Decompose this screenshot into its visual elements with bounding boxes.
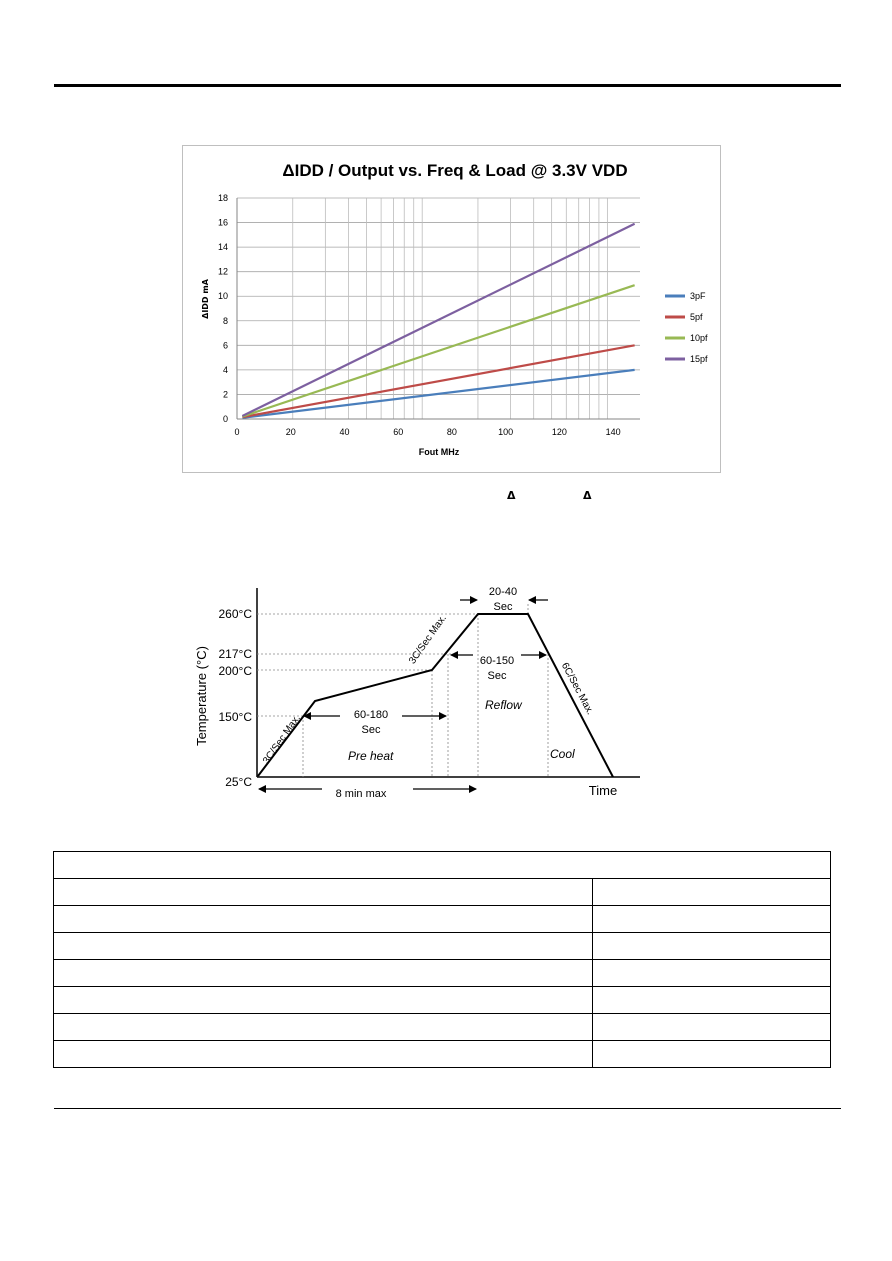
- cool-rate-label: 6C/Sec Max.: [558, 660, 596, 717]
- preheat-duration-unit: Sec: [361, 724, 381, 736]
- x-axis-label: Fout MHz: [418, 447, 460, 457]
- temp-150: 150°C: [218, 710, 252, 724]
- bottom-rule: [54, 1108, 841, 1109]
- table-cell: [593, 933, 831, 960]
- reflow-duration-unit: Sec: [487, 670, 507, 682]
- zone-preheat: Pre heat: [348, 749, 394, 763]
- y-tick-label: 6: [222, 340, 228, 351]
- table-row: [54, 960, 831, 987]
- x-tick-label: 140: [605, 427, 621, 437]
- reflow-y-label: Temperature (°C): [194, 646, 209, 746]
- table-cell: [54, 879, 593, 906]
- y-tick-label: 10: [217, 291, 228, 302]
- x-tick-label: 60: [393, 427, 404, 437]
- preheat-duration: 60-180: [353, 709, 389, 721]
- table-cell: [593, 1014, 831, 1041]
- table-row: [54, 879, 831, 906]
- chart-title: ΔIDD / Output vs. Freq & Load @ 3.3V VDD: [282, 161, 628, 180]
- table-row: [54, 987, 831, 1014]
- legend-label: 3pF: [690, 291, 706, 301]
- table-header-row: [54, 852, 831, 879]
- table-row: [54, 1014, 831, 1041]
- temp-217: 217°C: [218, 647, 252, 661]
- y-tick-label: 8: [222, 315, 228, 326]
- y-tick-label: 18: [217, 193, 228, 203]
- table-cell: [593, 960, 831, 987]
- y-tick-label: 0: [222, 414, 228, 424]
- peak-duration-unit: Sec: [493, 601, 513, 613]
- reflow-duration: 60-150: [479, 655, 515, 667]
- table-cell: [54, 906, 593, 933]
- total-time: 8 min max: [335, 788, 387, 800]
- table-cell: [54, 852, 831, 879]
- caption-delta-1: Δ: [507, 489, 516, 502]
- table-cell: [593, 879, 831, 906]
- x-tick-label: 80: [446, 427, 457, 437]
- legend-label: 15pf: [690, 354, 708, 364]
- reflow-x-label: Time: [588, 783, 618, 798]
- y-tick-label: 4: [222, 364, 228, 375]
- y-axis-label: ΔIDD mA: [201, 279, 210, 319]
- zone-reflow: Reflow: [485, 698, 522, 712]
- table-cell: [593, 987, 831, 1014]
- table-row: [54, 906, 831, 933]
- ramp2-label: 3C/Sec Max.: [407, 612, 449, 667]
- y-tick-label: 16: [217, 217, 228, 228]
- zone-cool: Cool: [550, 747, 575, 761]
- table-row: [54, 1041, 831, 1068]
- temp-25: 25°C: [225, 775, 252, 789]
- table-cell: [593, 906, 831, 933]
- ramp1-label: 3C/Sec Max.: [261, 712, 303, 767]
- table-cell: [54, 960, 593, 987]
- legend-label: 5pf: [690, 312, 703, 322]
- y-tick-label: 12: [217, 266, 228, 277]
- x-tick-label: 120: [551, 427, 567, 437]
- x-tick-label: 0: [234, 427, 240, 437]
- peak-duration: 20-40: [488, 586, 518, 598]
- caption-delta-2: Δ: [583, 489, 592, 502]
- temp-200: 200°C: [218, 664, 252, 678]
- table-row: [54, 933, 831, 960]
- table-cell: [54, 933, 593, 960]
- y-tick-label: 2: [222, 389, 228, 400]
- y-tick-label: 14: [217, 242, 228, 253]
- table-cell: [54, 987, 593, 1014]
- x-tick-label: 20: [285, 427, 296, 437]
- temp-260: 260°C: [218, 607, 252, 621]
- legend-label: 10pf: [690, 333, 708, 343]
- table-cell: [54, 1014, 593, 1041]
- table-cell: [593, 1041, 831, 1068]
- spec-table: [53, 851, 831, 1068]
- x-tick-label: 100: [498, 427, 514, 437]
- table-cell: [54, 1041, 593, 1068]
- x-tick-label: 40: [339, 427, 350, 437]
